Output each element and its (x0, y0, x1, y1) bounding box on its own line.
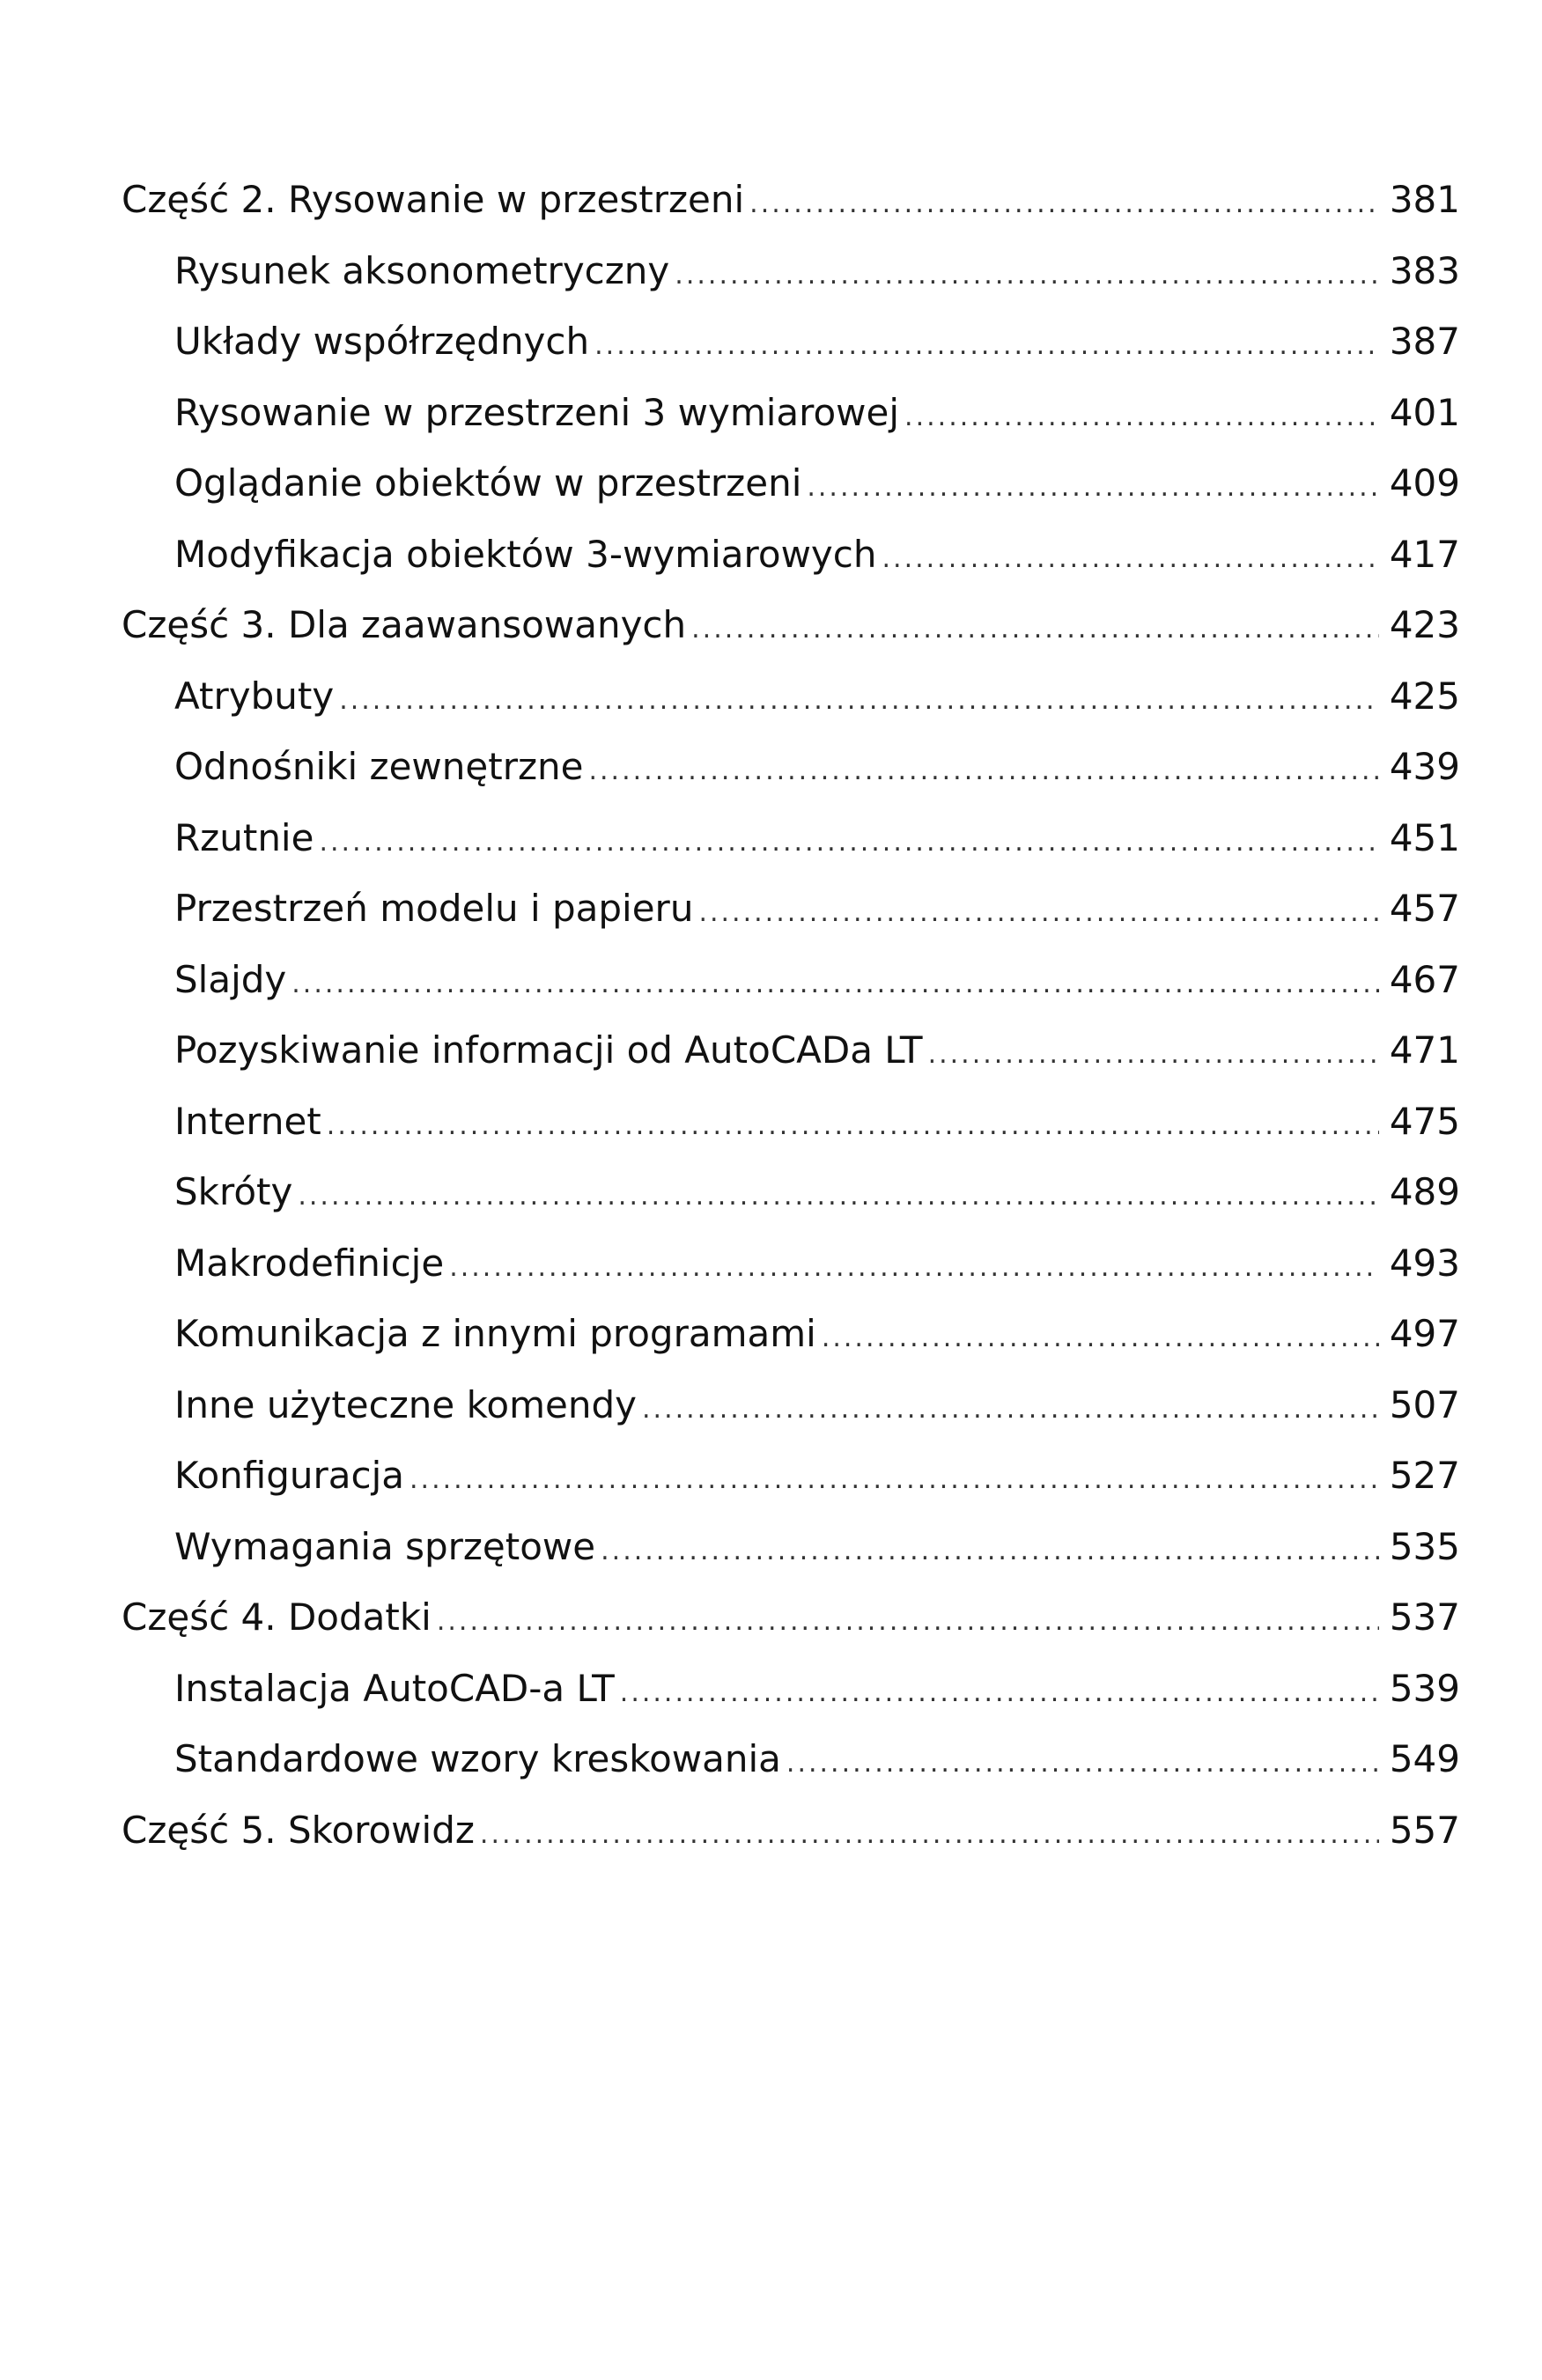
dot-leader (319, 807, 1379, 879)
toc-entry-page-number: 493 (1389, 1241, 1460, 1285)
toc-entry-title: Część 2. Rysowanie w przestrzeni (122, 178, 745, 221)
toc-entry-title: Oglądanie obiektów w przestrzeni (174, 461, 802, 505)
toc-chapter-entry (122, 1370, 1460, 1441)
toc-chapter-entry (122, 1512, 1460, 1583)
toc-entry-page-number: 549 (1389, 1737, 1460, 1780)
toc-entry-page-number: 527 (1389, 1454, 1460, 1497)
toc-entry-page-number: 467 (1389, 957, 1460, 1001)
toc-entry-page-number: 423 (1389, 603, 1460, 646)
dot-leader (480, 1800, 1379, 1871)
toc-chapter-entry (122, 1654, 1460, 1725)
dot-leader (698, 878, 1379, 949)
toc-entry-title: Instalacja AutoCAD-a LT (174, 1666, 615, 1710)
toc-part-entry (122, 1582, 1460, 1654)
toc-entry-title: Internet (174, 1099, 321, 1143)
toc-entry-title: Rysunek aksonometryczny (174, 248, 670, 292)
dot-leader (594, 311, 1379, 382)
toc-entry-page-number: 451 (1389, 815, 1460, 859)
toc-entry-title: Rzutnie (174, 815, 314, 859)
toc-entry-page-number: 425 (1389, 674, 1460, 718)
dot-leader (749, 169, 1379, 240)
toc-entry-page-number: 417 (1389, 532, 1460, 576)
dot-leader (588, 736, 1379, 807)
dot-leader (449, 1233, 1379, 1304)
dot-leader (437, 1587, 1379, 1658)
toc-entry-page-number: 387 (1389, 320, 1460, 363)
toc-entry-page-number: 507 (1389, 1382, 1460, 1426)
dot-leader (882, 524, 1380, 595)
toc-entry-title: Część 3. Dla zaawansowanych (122, 603, 687, 646)
toc-chapter-entry (122, 519, 1460, 591)
toc-entry-title: Makrodefinicje (174, 1241, 445, 1285)
toc-entry-page-number: 489 (1389, 1170, 1460, 1213)
toc-chapter-entry (122, 236, 1460, 307)
toc-chapter-entry (122, 1299, 1460, 1370)
toc-entry-page-number: 471 (1389, 1028, 1460, 1072)
dot-leader (291, 949, 1379, 1021)
toc-chapter-entry (122, 1087, 1460, 1158)
dot-leader (620, 1658, 1379, 1729)
toc-chapter-entry (122, 873, 1460, 945)
toc-entry-page-number: 439 (1389, 745, 1460, 788)
toc-entry-title: Część 4. Dodatki (122, 1595, 432, 1639)
toc-entry-title: Rysowanie w przestrzeni 3 wymiarowej (174, 390, 900, 434)
toc-chapter-entry (122, 661, 1460, 733)
toc-entry-title: Pozyskiwanie informacji od AutoCADa LT (174, 1028, 923, 1072)
table-of-contents (122, 165, 1460, 1866)
dot-leader (807, 453, 1379, 524)
toc-chapter-entry (122, 803, 1460, 874)
toc-chapter-entry (122, 1441, 1460, 1512)
toc-entry-title: Konfiguracja (174, 1454, 405, 1497)
dot-leader (786, 1728, 1379, 1800)
dot-leader (822, 1303, 1379, 1374)
toc-entry-title: Wymagania sprzętowe (174, 1524, 596, 1568)
dot-leader (601, 1516, 1379, 1588)
dot-leader (904, 382, 1379, 453)
toc-chapter-entry (122, 945, 1460, 1016)
toc-chapter-entry (122, 1724, 1460, 1795)
toc-chapter-entry (122, 1228, 1460, 1300)
toc-entry-page-number: 381 (1389, 178, 1460, 221)
dot-leader (675, 240, 1379, 312)
dot-leader (327, 1091, 1379, 1162)
toc-entry-page-number: 401 (1389, 390, 1460, 434)
toc-entry-title: Atrybuty (174, 674, 335, 718)
toc-entry-title: Układy współrzędnych (174, 320, 590, 363)
toc-entry-title: Skróty (174, 1170, 293, 1213)
dot-leader (409, 1445, 1379, 1516)
toc-entry-title: Inne użyteczne komendy (174, 1382, 637, 1426)
toc-entry-page-number: 537 (1389, 1595, 1460, 1639)
toc-part-entry (122, 1795, 1460, 1867)
toc-entry-title: Komunikacja z innymi programami (174, 1312, 816, 1355)
toc-entry-page-number: 383 (1389, 248, 1460, 292)
toc-chapter-entry (122, 1157, 1460, 1228)
dot-leader (642, 1374, 1379, 1446)
toc-chapter-entry (122, 448, 1460, 519)
toc-chapter-entry (122, 1015, 1460, 1087)
toc-chapter-entry (122, 306, 1460, 378)
toc-entry-title: Odnośniki zewnętrzne (174, 745, 584, 788)
dot-leader (691, 594, 1379, 666)
toc-chapter-entry (122, 378, 1460, 449)
toc-entry-page-number: 497 (1389, 1312, 1460, 1355)
toc-entry-title: Standardowe wzory kreskowania (174, 1737, 781, 1780)
toc-part-entry (122, 165, 1460, 236)
toc-entry-title: Część 5. Skorowidz (122, 1808, 475, 1852)
toc-entry-page-number: 539 (1389, 1666, 1460, 1710)
toc-entry-page-number: 557 (1389, 1808, 1460, 1852)
toc-entry-title: Modyfikacja obiektów 3-wymiarowych (174, 532, 877, 576)
toc-entry-page-number: 475 (1389, 1099, 1460, 1143)
toc-entry-page-number: 409 (1389, 461, 1460, 505)
dot-leader (339, 666, 1379, 737)
dot-leader (298, 1161, 1379, 1233)
toc-entry-page-number: 535 (1389, 1524, 1460, 1568)
toc-entry-title: Slajdy (174, 957, 287, 1001)
toc-part-entry (122, 590, 1460, 661)
toc-entry-title: Przestrzeń modelu i papieru (174, 887, 694, 930)
dot-leader (928, 1020, 1379, 1091)
toc-chapter-entry (122, 732, 1460, 803)
toc-entry-page-number: 457 (1389, 887, 1460, 930)
